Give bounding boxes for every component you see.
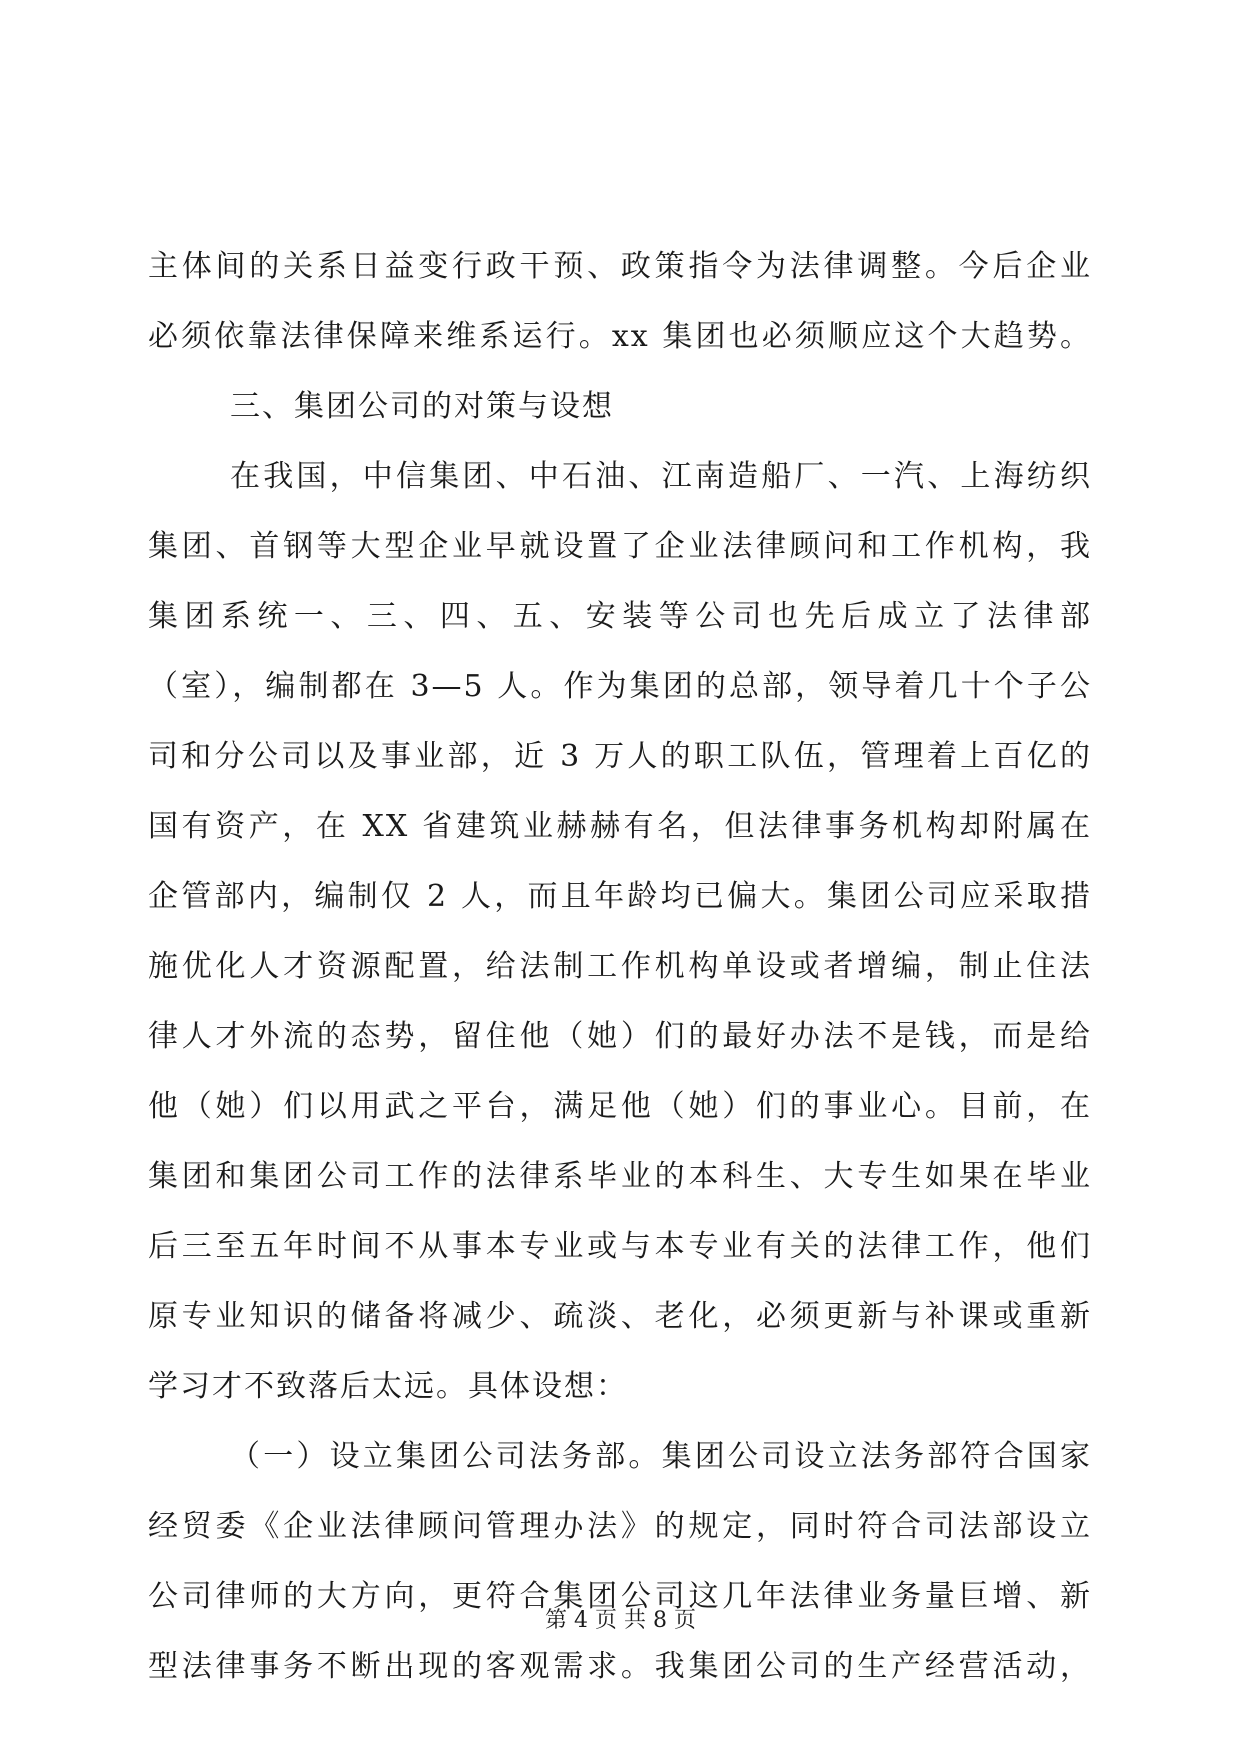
page-footer: 第 4 页 共 8 页	[545, 1608, 696, 1633]
text-line: 主体间的关系日益变行政干预、政策指令为法律调整。今后企业	[148, 249, 1092, 284]
text-line: 必须依靠法律保障来维系运行。xx 集团也必须顺应这个大趋势。	[148, 319, 1092, 354]
text-line: 集团系统一、三、四、五、安装等公司也先后成立了法律部	[148, 599, 1092, 634]
text-line: 学习才不致落后太远。具体设想：	[148, 1369, 628, 1404]
text-line: 公司律师的大方向，更符合集团公司这几年法律业务量巨增、新	[148, 1579, 1092, 1614]
text-line: 施优化人才资源配置，给法制工作机构单设或者增编，制止住法	[148, 949, 1092, 984]
text-line: 后三至五年时间不从事本专业或与本专业有关的法律工作，他们	[148, 1229, 1092, 1264]
text-line: 他（她）们以用武之平台，满足他（她）们的事业心。目前，在	[148, 1089, 1092, 1124]
document-body	[148, 232, 1092, 1702]
text-line: 律人才外流的态势，留住他（她）们的最好办法不是钱，而是给	[148, 1019, 1092, 1054]
text-line: （室），编制都在 3—5 人。作为集团的总部，领导着几十个子公	[148, 669, 1092, 704]
text-line: 型法律事务不断出现的客观需求。我集团公司的生产经营活动，	[148, 1649, 1092, 1684]
text-line: 司和分公司以及事业部，近 3 万人的职工队伍，管理着上百亿的	[148, 739, 1092, 774]
text-line: （一）设立集团公司法务部。集团公司设立法务部符合国家	[230, 1439, 1092, 1474]
text-line: 企管部内，编制仅 2 人，而且年龄均已偏大。集团公司应采取措	[148, 879, 1092, 914]
text-line: 在我国，中信集团、中石油、江南造船厂、一汽、上海纺织	[230, 459, 1092, 494]
text-line: 经贸委《企业法律顾问管理办法》的规定，同时符合司法部设立	[148, 1509, 1092, 1544]
text-line: 集团、首钢等大型企业早就设置了企业法律顾问和工作机构，我	[148, 529, 1092, 564]
text-line: 原专业知识的储备将减少、疏淡、老化，必须更新与补课或重新	[148, 1299, 1092, 1334]
text-line: 三、集团公司的对策与设想	[230, 389, 614, 424]
text-line: 国有资产，在 XX 省建筑业赫赫有名，但法律事务机构却附属在	[148, 809, 1092, 844]
text-line: 集团和集团公司工作的法律系毕业的本科生、大专生如果在毕业	[148, 1159, 1092, 1194]
